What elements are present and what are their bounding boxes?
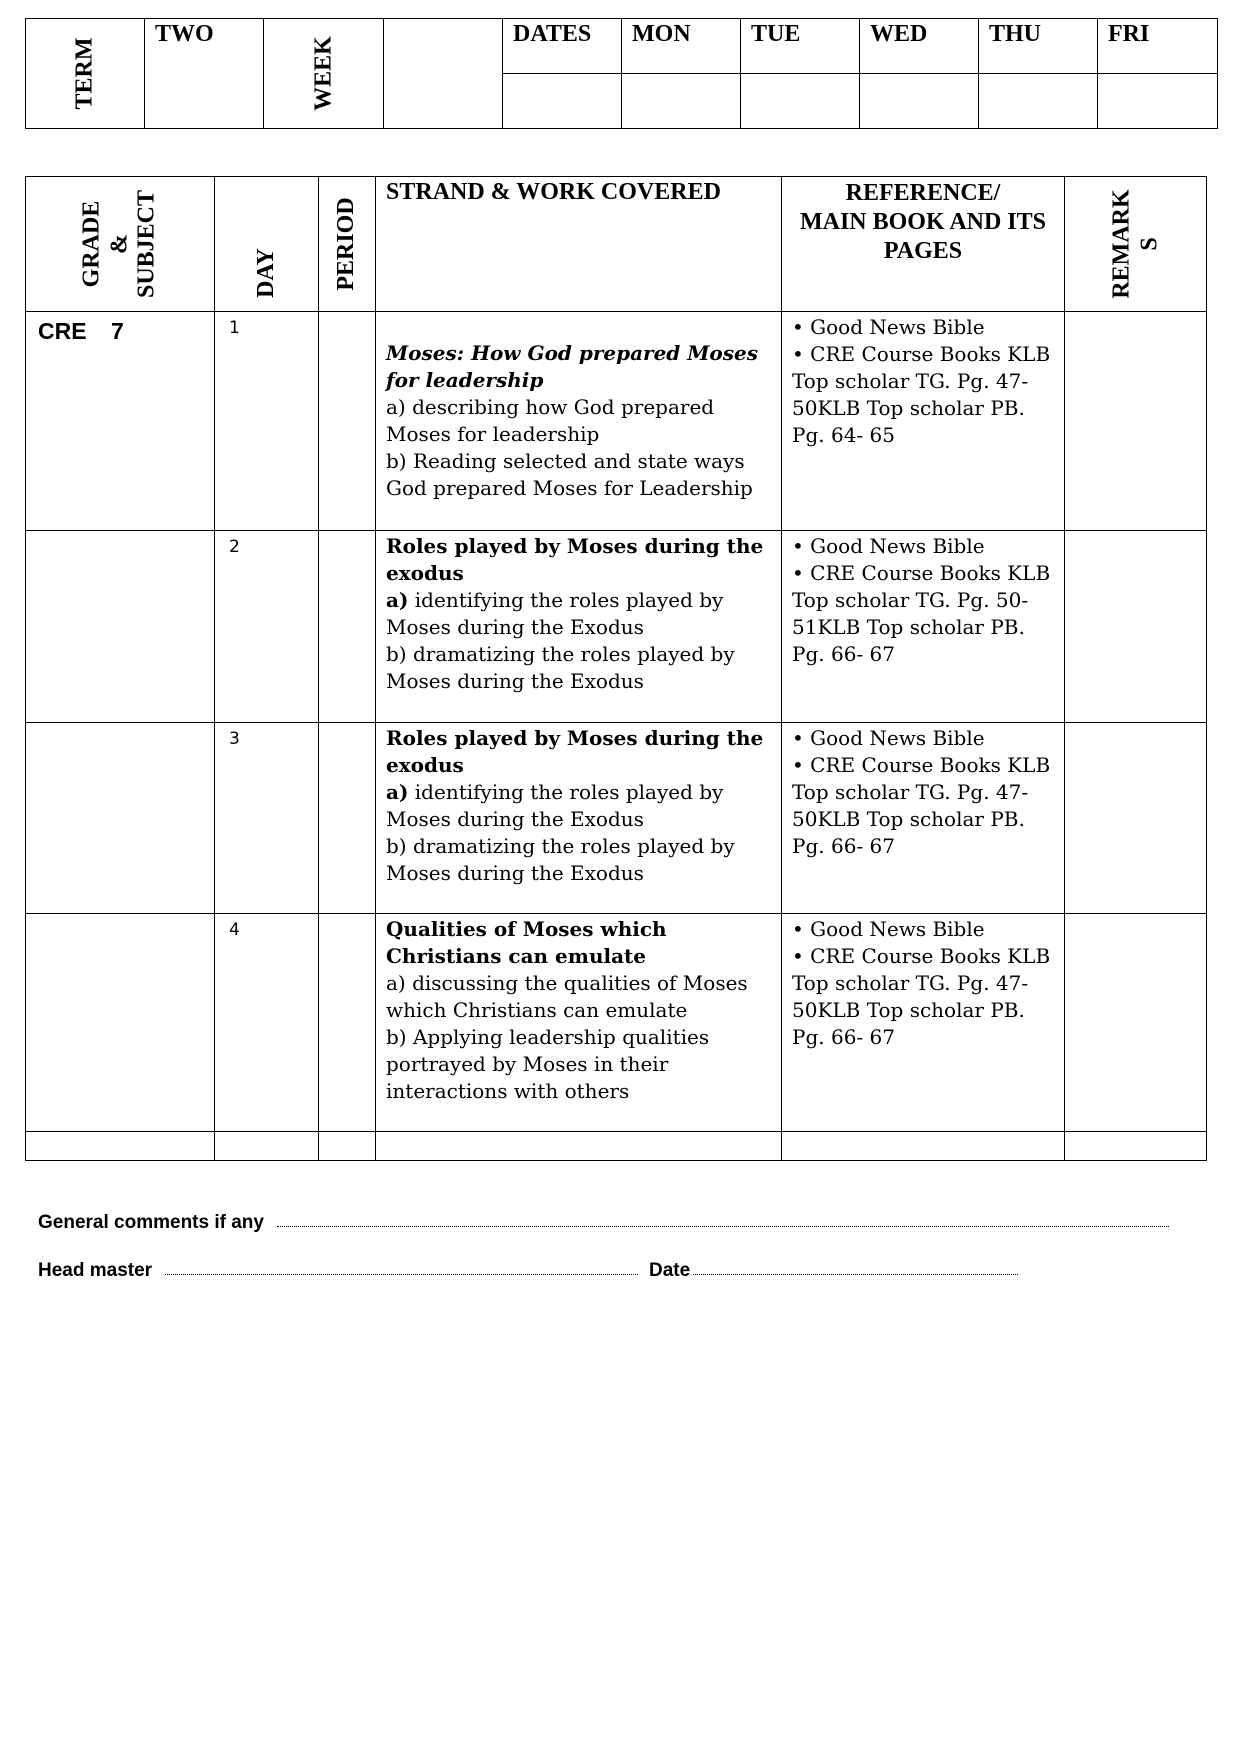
period-cell[interactable] (319, 1132, 376, 1161)
lesson-title-text: Roles played by Moses during the exodus (386, 534, 764, 585)
day-number: 3 (229, 729, 240, 749)
remarks-cell[interactable] (1065, 1132, 1207, 1161)
reference-cell (782, 723, 1065, 914)
day-cell[interactable] (215, 1132, 319, 1161)
headmaster-label: Head master (38, 1260, 153, 1281)
day-label-thu: THU (989, 21, 1042, 47)
reference-bible: • Good News Bible (792, 917, 985, 941)
term-value-cell (145, 19, 264, 129)
date-cell-mon[interactable] (622, 74, 741, 129)
objective-letter-a: a) (386, 780, 409, 804)
table-row-empty (26, 1132, 1207, 1161)
work-covered-cell[interactable] (376, 1132, 782, 1161)
week-value (384, 19, 502, 21)
day-header (215, 177, 319, 312)
work-covered-cell (376, 531, 782, 723)
reference-bible: • Good News Bible (792, 534, 985, 558)
lesson-title (386, 725, 771, 779)
term-label-cell (26, 19, 145, 129)
reference-header-line-1: REFERENCE/ (845, 180, 1001, 206)
grade-subject-value: CRE 7 (38, 318, 124, 344)
reference-bible: • Good News Bible (792, 315, 985, 339)
day-header-tue (741, 19, 860, 74)
lesson-title: Moses: How God prepared Moses for leadership (386, 341, 758, 392)
period-cell[interactable] (319, 312, 376, 531)
lesson-objective-a (386, 779, 771, 833)
reference-cell (782, 531, 1065, 723)
dates-label: DATES (513, 21, 592, 47)
day-cell (215, 723, 319, 914)
remarks-cell[interactable] (1065, 914, 1207, 1132)
headmaster-signature-line[interactable] (165, 1274, 638, 1275)
remarks-cell[interactable] (1065, 531, 1207, 723)
reference-header (782, 177, 1065, 312)
day-label-mon: MON (632, 21, 691, 47)
date-cell-tue[interactable] (741, 74, 860, 129)
lesson-title (386, 533, 771, 587)
lesson-objective-b: b) dramatizing the roles played by Moses during the Exodus (386, 834, 735, 885)
reference-books: • CRE Course Books KLB Top scholar TG. Pg. 47-50KLB Top scholar PB. Pg. 66- 67 (792, 944, 1051, 1049)
date-label: Date (649, 1260, 691, 1281)
reference-header-text (782, 177, 1064, 265)
subject-header-line: SUBJECT (133, 189, 160, 299)
reference-books: • CRE Course Books KLB Top scholar TG. Pg. 47-50KLB Top scholar PB. Pg. 64- 65 (792, 342, 1051, 447)
ampersand-header-line: & (106, 234, 133, 255)
remarks-cell[interactable] (1065, 312, 1207, 531)
period-cell[interactable] (319, 531, 376, 723)
grade-subject-header-text (79, 190, 162, 298)
date-cell-wed[interactable] (860, 74, 979, 129)
remarks-header-line-1: REMARK (1107, 189, 1134, 299)
strand-header-text: STRAND & WORK COVERED (386, 179, 721, 205)
remarks-cell[interactable] (1065, 723, 1207, 914)
day-header-wed (860, 19, 979, 74)
strand-header (376, 177, 782, 312)
period-cell[interactable] (319, 914, 376, 1132)
lesson-objective-b: b) dramatizing the roles played by Moses during the Exodus (386, 642, 735, 693)
reference-cell (782, 914, 1065, 1132)
period-header (319, 177, 376, 312)
date-cell-thu[interactable] (979, 74, 1098, 129)
objective-a-text: identifying the roles played by Moses during the Exodus (386, 780, 724, 831)
lesson-objective-a: a) describing how God prepared Moses for leadership (386, 395, 715, 446)
reference-cell (782, 312, 1065, 531)
week-label-cell (264, 19, 384, 129)
table-row (26, 312, 1207, 531)
day-number: 2 (229, 537, 240, 557)
objective-letter-a: a) (386, 588, 409, 612)
grade-subject-cell (26, 312, 215, 531)
period-cell[interactable] (319, 723, 376, 914)
lesson-plan-table (25, 176, 1207, 1161)
work-covered-cell (376, 723, 782, 914)
table-header-row (26, 177, 1207, 312)
reference-cell[interactable] (782, 1132, 1065, 1161)
remarks-header-line-2: S (1135, 237, 1162, 251)
term-value: TWO (155, 21, 214, 47)
lesson-objective-a: a) discussing the qualities of Moses which Christians can emulate (386, 971, 748, 1022)
grade-subject-cell (26, 914, 215, 1132)
week-value-cell[interactable] (384, 19, 503, 129)
remarks-header (1065, 177, 1207, 312)
work-covered-cell (376, 312, 782, 531)
day-label-wed: WED (870, 21, 928, 47)
day-label-tue: TUE (751, 21, 801, 47)
day-header-text: DAY (252, 248, 279, 299)
grade-subject-cell (26, 531, 215, 723)
week-label: WEEK (310, 36, 336, 111)
day-header-thu (979, 19, 1098, 74)
lesson-objective-b: b) Applying leadership qualities portrayed by Moses in their interactions with others (386, 1025, 710, 1103)
lesson-title: Qualities of Moses which Christians can emulate (386, 917, 667, 968)
table-row (26, 531, 1207, 723)
general-comments-line[interactable] (277, 1226, 1169, 1227)
day-cell (215, 531, 319, 723)
lesson-title-text: Roles played by Moses during the exodus (386, 726, 764, 777)
grade-subject-cell[interactable] (26, 1132, 215, 1161)
day-header-mon (622, 19, 741, 74)
table-row (26, 723, 1207, 914)
dates-label-cell (503, 19, 622, 74)
lesson-objective-a (386, 587, 771, 641)
grade-header-line: GRADE (78, 200, 105, 288)
day-number: 1 (229, 318, 240, 338)
reference-bible: • Good News Bible (792, 726, 985, 750)
grade-subject-cell (26, 723, 215, 914)
reference-books: • CRE Course Books KLB Top scholar TG. Pg. 47-50KLB Top scholar PB. Pg. 66- 67 (792, 753, 1051, 858)
term-label: TERM (71, 37, 98, 110)
lesson-objective-b: b) Reading selected and state ways God prepared Moses for Leadership (386, 449, 753, 500)
reference-books: • CRE Course Books KLB Top scholar TG. Pg. 50-51KLB Top scholar PB. Pg. 66- 67 (792, 561, 1051, 666)
reference-header-line-2: MAIN BOOK AND ITS (799, 208, 1047, 235)
day-label-fri: FRI (1108, 21, 1150, 47)
table-row (26, 914, 1207, 1132)
date-cell-fri[interactable] (1098, 74, 1218, 129)
grade-subject-header (26, 177, 215, 312)
date-line[interactable] (693, 1274, 1018, 1275)
day-cell (215, 312, 319, 531)
reference-header-line-3: PAGES (883, 237, 963, 264)
day-number: 4 (229, 920, 240, 940)
remarks-header-text (1108, 189, 1163, 298)
work-covered-cell (376, 914, 782, 1132)
period-header-text: PERIOD (333, 197, 360, 291)
general-comments-label: General comments if any (38, 1212, 264, 1233)
objective-a-text: identifying the roles played by Moses during the Exodus (386, 588, 724, 639)
day-header-fri (1098, 19, 1218, 74)
term-week-table (25, 18, 1218, 129)
day-cell (215, 914, 319, 1132)
dates-value-cell[interactable] (503, 74, 622, 129)
